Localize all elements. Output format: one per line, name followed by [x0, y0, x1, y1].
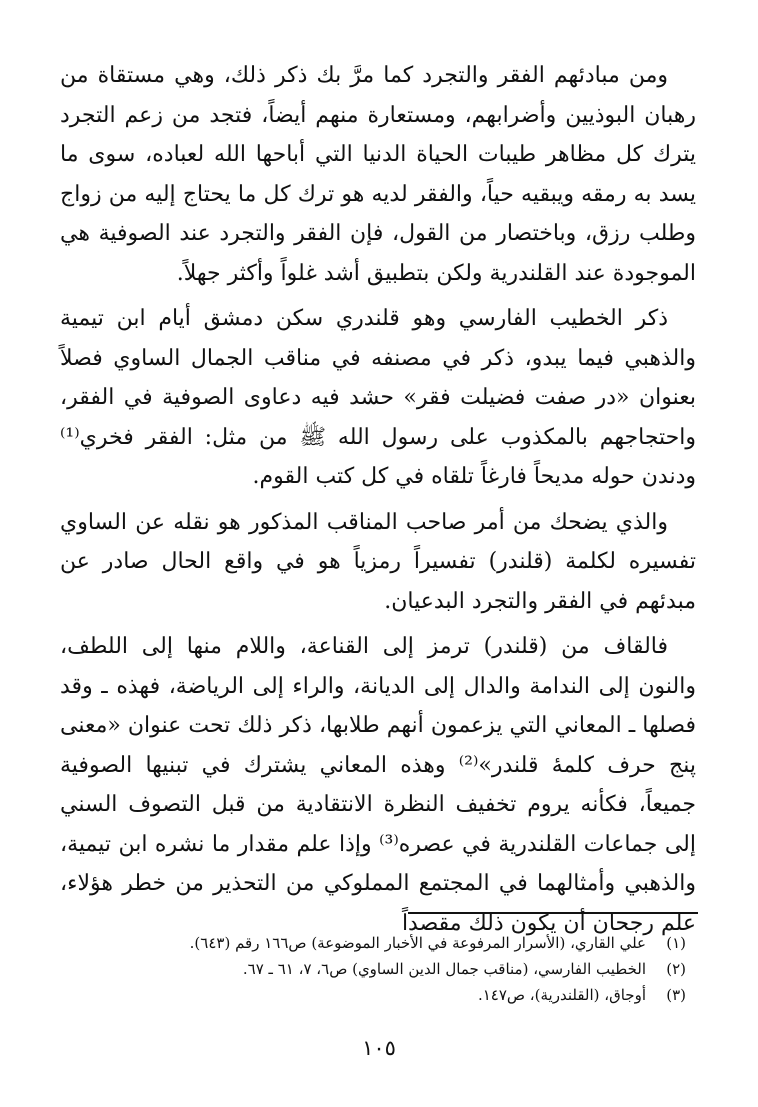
footnote-divider [408, 912, 698, 914]
footnotes [86, 930, 686, 1008]
paragraph-3: والذي يضحك من أمر صاحب المناقب المذكور هو نقله عن الساوي تفسيره لكلمة (قلندر) تفسيراً رمزياً هو في واقع الحال صادر عن مبدئهم في الفقر والتجرد البدعيان. [60, 509, 696, 614]
footnote-number: (١) [666, 934, 686, 952]
page-number: ١٠٥ [362, 1036, 396, 1060]
paragraph-2: ذكر الخطيب الفارسي وهو قلندري سكن دمشق أيام ابن تيمية والذهبي فيما يبدو، ذكر في مصنفه في مناقب الجمال الساوي فصلاً بعنوان «در صفت فضيلت فقر» حشد فيه دعاوى الصوفية في الفقر، واحتجاجهم بالمكذوب على رسول الله ﷺ من مثل: الفقر فخري⁽¹⁾ ودندن حوله مديحاً فارغاً تلقاه في كل كتب القوم. [60, 306, 696, 489]
page-body [60, 56, 696, 949]
footnote-2 [86, 956, 686, 982]
footnote-text: الخطيب الفارسي، (مناقب جمال الدين الساوي) ص٦، ٧، ٦١ ـ ٦٧. [242, 960, 646, 978]
footnote-text: علي القاري، (الأسرار المرفوعة في الأخبار الموضوعة) ص١٦٦ رقم (٦٤٣). [189, 934, 646, 952]
footnote-number: (٢) [666, 960, 686, 978]
footnote-text: أوجاق، (القلندرية)، ص١٤٧. [477, 986, 646, 1004]
footnote-number: (٣) [666, 986, 686, 1004]
paragraph-1: ومن مبادئهم الفقر والتجرد كما مرَّ بك ذكر ذلك، وهي مستقاة من رهبان البوذيين وأضرابهم، ومستعارة منهم أيضاً، فتجد من زعم التجرد يترك كل مظاهر طيبات الحياة الدنيا التي أباحها الله لعباده، سوى ما يسد به رمقه ويبقيه حياً، والفقر لديه هو ترك كل ما يحتاج إليه من زواج وطلب رزق، وباختصار من القول، فإن الفقر والتجرد عند الصوفية هي الموجودة عند القلندرية ولكن بتطبيق أشد غلواً وأكثر جهلاً. [60, 63, 696, 286]
footnote-3 [86, 982, 686, 1008]
paragraph-4: فالقاف من (قلندر) ترمز إلى القناعة، واللام منها إلى اللطف، والنون إلى الندامة والدال إلى الديانة، والراء إلى الرياضة، فهذه ـ وقد فصلها ـ المعاني التي يزعمون أنهم طلابها، ذكر ذلك تحت عنوان «معنى پنج حرف كلمهٔ قلندر»⁽²⁾ وهذه المعاني يشترك في تبنيها الصوفية جميعاً، فكأنه يروم تخفيف النظرة الانتقادية من قبل التصوف السني إلى جماعات القلندرية في عصره⁽³⁾ وإذا علم مقدار ما نشره ابن تيمية، والذهبي وأمثالهما في المجتمع المملوكي من التحذير من خطر هؤلاء، علم رجحان أن يكون ذلك مقصداً [60, 634, 697, 936]
footnote-1 [86, 930, 686, 956]
